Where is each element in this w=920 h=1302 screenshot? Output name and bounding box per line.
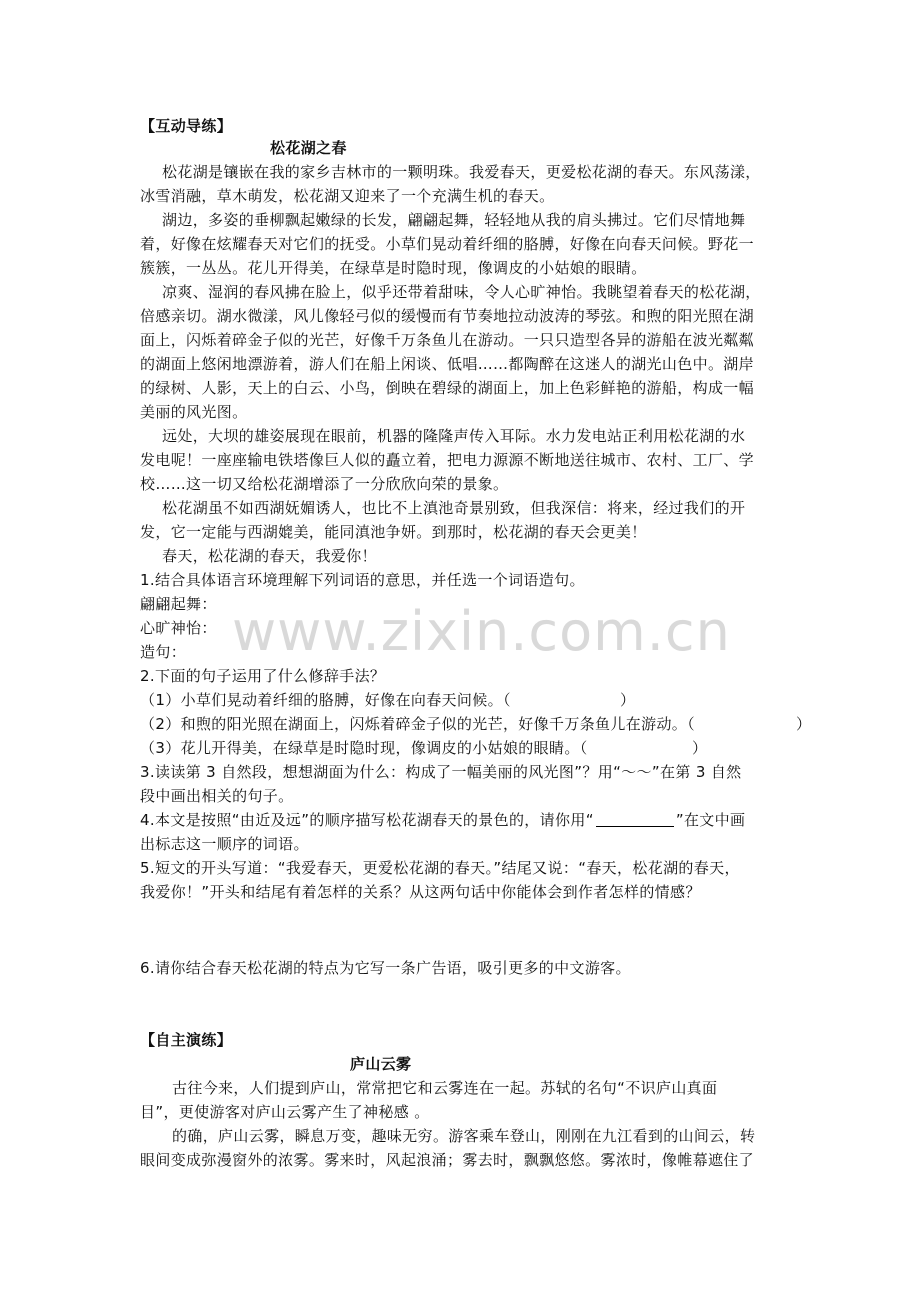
question-5-line-2: 我爱你！”开头和结尾有着怎样的关系？从这两句话中你能体会到作者怎样的情感？ <box>140 883 701 901</box>
paragraph-line: 的确，庐山云雾，瞬息万变，趣味无穷。游客乘车登山，刚刚在九江看到的山间云，转 <box>172 1127 756 1145</box>
article-title-songhua-lake: 松花湖之春 <box>270 139 347 157</box>
question-2-item-2-text: （2）和煦的阳光照在湖面上，闪烁着碎金子似的光芒，好像千万条鱼儿在游动。（ <box>140 715 695 733</box>
question-2-item-1-text: （1）小草们晃动着纤细的胳膊，好像在向春天问候。（ <box>140 691 511 709</box>
question-2: 2.下面的句子运用了什么修辞手法？ <box>140 667 386 685</box>
underline-blank <box>596 812 674 827</box>
paragraph-line: 松花湖是镶嵌在我的家乡吉林市的一颗明珠。我爱春天，更爱松花湖的春天。东风荡漾， <box>162 163 761 181</box>
question-6: 6.请你结合春天松花湖的特点为它写一条广告语，吸引更多的中文游客。 <box>140 959 631 977</box>
question-1-sentence: 造句： <box>140 643 187 661</box>
paragraph-line: 远处，大坝的雄姿展现在眼前，机器的隆隆声传入耳际。水力发电站正利用松花湖的水 <box>162 427 746 445</box>
question-2-item-2 <box>140 714 820 734</box>
paragraph-line: 的湖面上悠闲地漂游着，游人们在船上闲谈、低唱……都陶醉在这迷人的湖光山色中。湖岸 <box>140 355 755 373</box>
paragraph-line: 发电呢！一座座输电铁塔像巨人似的矗立着，把电力源源不断地送往城市、农村、工厂、学 <box>140 451 755 469</box>
paragraph-line: 古往今来，人们提到庐山，常常把它和云雾连在一起。苏轼的名句“不识庐山真面 <box>172 1079 718 1097</box>
question-5-line-1: 5.短文的开头写道：“我爱春天，更爱松花湖的春天。”结尾又说：“春天，松花湖的春天， <box>140 859 740 877</box>
question-1-word-b: 心旷神怡： <box>140 619 217 637</box>
paragraph-line: 倍感亲切。湖水微漾，风儿像轻弓似的缓慢而有节奏地拉动波涛的琴弦。和煦的阳光照在湖 <box>140 307 755 325</box>
question-2-item-3-text: （3）花儿开得美，在绿草是时隐时现，像调皮的小姑娘的眼睛。（ <box>140 739 588 757</box>
paragraph-line: 凉爽、湿润的春风拂在脸上，似乎还带着甜味，令人心旷神怡。我眺望着春天的松花湖， <box>162 283 761 301</box>
paragraph-line: 校……这一切又给松花湖增添了一分欣欣向荣的景象。 <box>140 475 509 493</box>
question-3-line-1: 3.读读第 3 自然段，想想湖面为什么：构成了一幅美丽的风光图”？用“～～”在第 3 自然 <box>140 763 742 781</box>
paragraph-line: 湖边，多姿的垂柳飘起嫩绿的长发，翩翩起舞，轻轻地从我的肩头拂过。它们尽情地舞 <box>162 211 746 229</box>
question-4-line-2: 出标志这一顺序的词语。 <box>140 835 309 853</box>
article-title-lushan-mist: 庐山云雾 <box>350 1055 412 1073</box>
question-3-line-2: 段中画出相关的句子。 <box>140 787 294 805</box>
paragraph-line: 冰雪消融，草木萌发，松花湖又迎来了一个充满生机的春天。 <box>140 187 555 205</box>
paragraph-line: 面上，闪烁着碎金子似的光芒，好像千万条鱼儿在游动。一只只造型各异的游船在波光粼粼 <box>140 331 755 349</box>
close-paren: ） <box>692 739 708 757</box>
section-header-interactive: 【互动导练】 <box>140 117 233 135</box>
question-1-word-a: 翩翩起舞： <box>140 595 217 613</box>
question-1: 1.结合具体语言环境理解下列词语的意思，并任选一个词语造句。 <box>140 571 585 589</box>
paragraph-line: 发，它一定能与西湖媲美，能同滇池争妍。到那时，松花湖的春天会更美！ <box>140 523 647 541</box>
close-paren: ） <box>620 691 636 709</box>
paragraph-line: 目”，更使游客对庐山云雾产生了神秘感 。 <box>140 1103 430 1121</box>
paragraph-line: 眼间变成弥漫窗外的浓雾。雾来时，风起浪涌；雾去时，飘飘悠悠。雾浓时，像帷幕遮住了 <box>140 1151 755 1169</box>
paragraph-line: 春天，松花湖的春天，我爱你！ <box>162 547 377 565</box>
paragraph-line: 松花湖虽不如西湖妩媚诱人，也比不上滇池奇景别致，但我深信：将来，经过我们的开 <box>162 499 746 517</box>
paragraph-line: 着，好像在炫耀春天对它们的抚受。小草们晃动着纤细的胳膊，好像在向春天问候。野花一 <box>140 235 755 253</box>
close-paren: ） <box>796 715 812 733</box>
question-4-line-1 <box>140 810 800 830</box>
question-4-text-post: ”在文中画 <box>675 811 746 829</box>
paragraph-line: 的绿树、人影，天上的白云、小鸟，倒映在碧绿的湖面上，加上色彩鲜艳的游船，构成一幅 <box>140 379 755 397</box>
question-4-text-pre: 4.本文是按照“由近及远”的顺序描写松花湖春天的景色的，请你用“ <box>140 811 594 829</box>
section-header-self-practice: 【自主演练】 <box>140 1031 233 1049</box>
paragraph-line: 簇簇，一丛丛。花儿开得美，在绿草是时隐时现，像调皮的小姑娘的眼睛。 <box>140 259 647 277</box>
watermark: www.zixin.com.cn <box>232 600 731 663</box>
paragraph-line: 美丽的风光图。 <box>140 403 248 421</box>
question-2-item-3 <box>140 738 800 758</box>
question-2-item-1 <box>140 690 800 710</box>
